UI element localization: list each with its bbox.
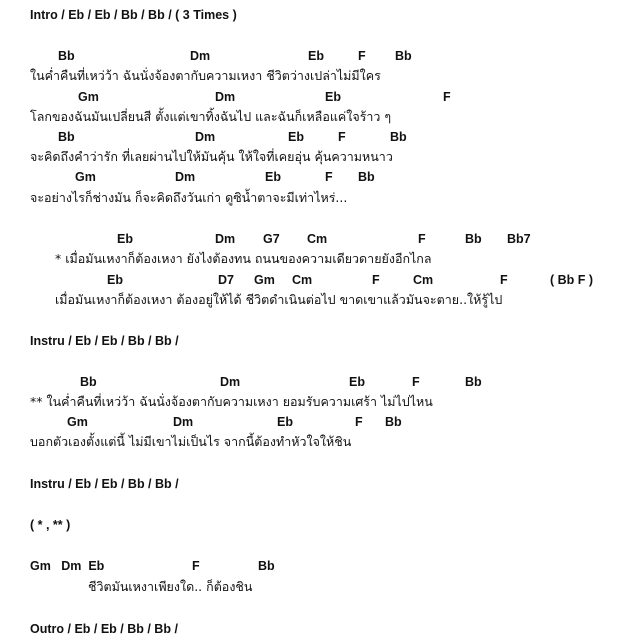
- chord: Bb: [80, 375, 97, 389]
- chord: Bb: [385, 415, 402, 429]
- chord: Eb: [349, 375, 365, 389]
- lyric-line: เมื่อมันเหงาก็ต้องเหงา ต้องอยู่ให้ได้ ชีวิตดำเนินต่อไป ขาดเขาแล้วมันจะตาย..ให้รู้ไป: [55, 292, 503, 307]
- chord: Bb: [465, 232, 482, 246]
- outro-line: Outro / Eb / Eb / Bb / Bb /: [30, 622, 178, 636]
- lyric-line: โลกของฉันมันเปลี่ยนสี ตั้งแต่เขาทิ้งฉันไป และฉันก็เหลือแค่ใจร้าว ๆ: [30, 109, 392, 124]
- chord: Dm: [215, 90, 236, 104]
- chord: Dm: [190, 49, 211, 63]
- chord: Dm: [220, 375, 241, 389]
- chord: Bb: [58, 130, 75, 144]
- chord: Eb: [288, 130, 304, 144]
- intro-line: Intro / Eb / Eb / Bb / Bb / ( 3 Times ): [30, 8, 237, 22]
- chord: ( Bb F ): [550, 273, 594, 287]
- chord: Eb: [308, 49, 324, 63]
- lyric-line: ชีวิตมันเหงาเพียงใด.. ก็ต้องชิน: [88, 579, 253, 594]
- chord: Eb: [117, 232, 133, 246]
- chord: D7: [218, 273, 234, 287]
- chord: F: [372, 273, 380, 287]
- chord: Bb: [358, 170, 375, 184]
- chord: Eb: [107, 273, 123, 287]
- chord: Bb: [258, 559, 275, 573]
- chord: Bb: [390, 130, 407, 144]
- chord: Gm: [254, 273, 275, 287]
- lyric-line: ** ในค่ำคืนที่เหว่ว้า ฉันนั่งจ้องตากับความเหงา ยอมรับความเศร้า ไม่ไปไหน: [30, 394, 433, 409]
- chord: Dm: [173, 415, 194, 429]
- chord: Gm: [78, 90, 99, 104]
- lyric-line: จะอย่างไรก็ช่างมัน ก็จะคิดถึงวันเก่า ดูซิน้ำตาจะมีเท่าไหร่...: [30, 190, 348, 205]
- instru-line: Instru / Eb / Eb / Bb / Bb /: [30, 477, 179, 491]
- lyric-line: จะคิดถึงคำว่ารัก ที่เลยผ่านไปให้มันคุ้น ให้ใจที่เคยอุ่น คุ้นความหนาว: [30, 149, 393, 164]
- chord: F: [412, 375, 420, 389]
- chord: Eb: [277, 415, 293, 429]
- chord: Dm: [175, 170, 196, 184]
- chord: F: [338, 130, 346, 144]
- instru-line: Instru / Eb / Eb / Bb / Bb /: [30, 334, 179, 348]
- chord: F: [443, 90, 451, 104]
- chord: Cm: [413, 273, 434, 287]
- chord: F: [500, 273, 508, 287]
- chord: Bb: [395, 49, 412, 63]
- repeat-line: ( * , ** ): [30, 518, 71, 532]
- chord: Bb: [58, 49, 75, 63]
- chord: Gm: [67, 415, 88, 429]
- chord: Bb: [465, 375, 482, 389]
- chord: F: [325, 170, 333, 184]
- chord: F: [355, 415, 363, 429]
- chord: G7: [263, 232, 280, 246]
- chord: Eb: [265, 170, 281, 184]
- chord: Bb7: [507, 232, 531, 246]
- chord: Gm Dm Eb: [30, 559, 105, 573]
- chord: Eb: [325, 90, 341, 104]
- chord: F: [192, 559, 200, 573]
- chord: Cm: [292, 273, 313, 287]
- lyric-line: ในค่ำคืนที่เหว่ว้า ฉันนั่งจ้องตากับความเหงา ชีวิตว่างเปล่าไม่มีใคร: [30, 68, 381, 83]
- chord: F: [418, 232, 426, 246]
- lyric-line: * เมื่อมันเหงาก็ต้องเหงา ยังไงต้องทน ถนนของความเดียวดายยังอีกไกล: [55, 251, 432, 266]
- chord: Cm: [307, 232, 328, 246]
- lyric-line: บอกตัวเองตั้งแต่นี้ ไม่มีเขาไม่เป็นไร จากนี้ต้องทำหัวใจให้ชิน: [30, 434, 352, 449]
- chord: F: [358, 49, 366, 63]
- chord: Dm: [195, 130, 216, 144]
- chord: Dm: [215, 232, 236, 246]
- chord: Gm: [75, 170, 96, 184]
